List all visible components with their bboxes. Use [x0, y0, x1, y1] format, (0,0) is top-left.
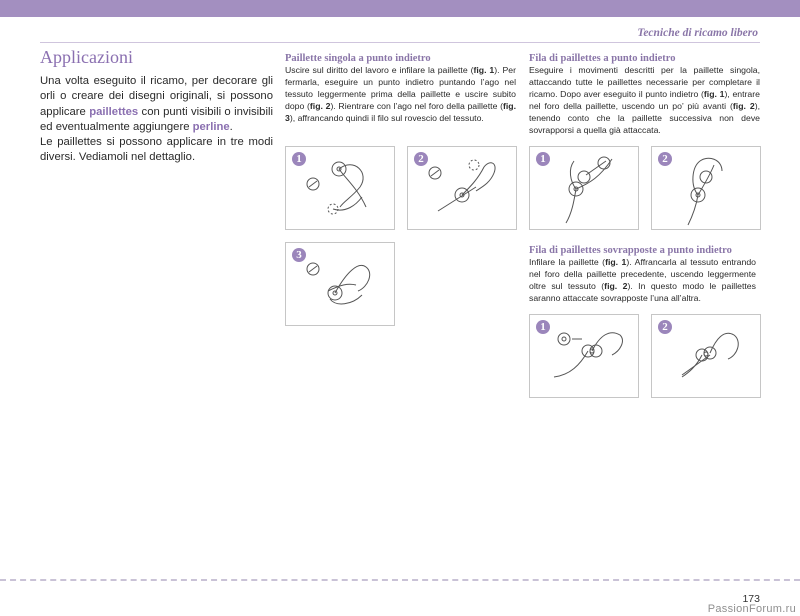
page-title: Applicazioni — [40, 47, 133, 67]
figure-number-badge: 3 — [292, 248, 306, 262]
figure-overlap-1 — [529, 314, 639, 398]
figure-single-3 — [285, 242, 395, 326]
highlight-perline: perline — [192, 120, 230, 133]
figure-overlap-2 — [651, 314, 761, 398]
header-divider — [40, 42, 760, 43]
figure-number-badge: 1 — [292, 152, 306, 166]
highlight-paillettes: paillettes — [89, 105, 139, 118]
section-body-row: Eseguire i movimenti descritti per la paillette singola, attaccando tutte le paillettes necessarie per completare il ricamo. Dopo aver eseguito il punto indietro (fig. 1), entrare nel foro della paillette, uscendo un po’ più avanti (fig. 2), tenendo conto che la paillette successiva non deve sovrapporsi a quella già attaccata. — [529, 65, 760, 135]
figure-number-badge: 1 — [536, 152, 550, 166]
intro-paragraph: Una volta eseguito il ricamo, per decorare gli orli o creare dei disegni originali, si possono applicare paillettes con punti visibili o invisibili ed eventualmente aggiungere perline. Le paillettes si possono applicare in tre modi diversi. Vediamoli nel dettaglio. — [40, 75, 273, 164]
section-title-overlap: Fila di paillettes sovrapposte a punto indietro — [529, 245, 732, 256]
running-header: Tecniche di ricamo libero — [637, 27, 758, 39]
section-title-row: Fila di paillettes a punto indietro — [529, 53, 676, 64]
section-body-overlap: Infilare la paillette (fig. 1). Affrancarla al tessuto entrando nel foro della paillette precedente, uscendo leggermente oltre sul tessuto (fig. 2). In questo modo le paillettes saranno attaccate sovrapposte l’una all’altra. — [529, 257, 756, 303]
figure-number-badge: 2 — [658, 320, 672, 334]
footer-dashed-rule — [0, 579, 800, 581]
watermark: PassionForum.ru — [707, 603, 796, 615]
top-color-bar — [0, 0, 800, 17]
figure-single-1 — [285, 146, 395, 230]
figure-number-badge: 2 — [414, 152, 428, 166]
figure-number-badge: 1 — [536, 320, 550, 334]
figure-number-badge: 2 — [658, 152, 672, 166]
page-number: 173 — [742, 593, 760, 605]
figure-row-1 — [529, 146, 639, 230]
figure-single-2 — [407, 146, 517, 230]
section-title-single: Paillette singola a punto indietro — [285, 53, 431, 64]
section-body-single: Uscire sul diritto del lavoro e infilare la paillette (fig. 1). Per fermarla, eseguire un punto indietro puntando l’ago nel tessuto leggermente prima della paillette e uscire subito dopo (fig. 2). Rientrare con l’ago nel foro della paillette (fig. 3), affrancando quindi il filo sul rovescio del tessuto. — [285, 65, 516, 123]
figure-row-2 — [651, 146, 761, 230]
